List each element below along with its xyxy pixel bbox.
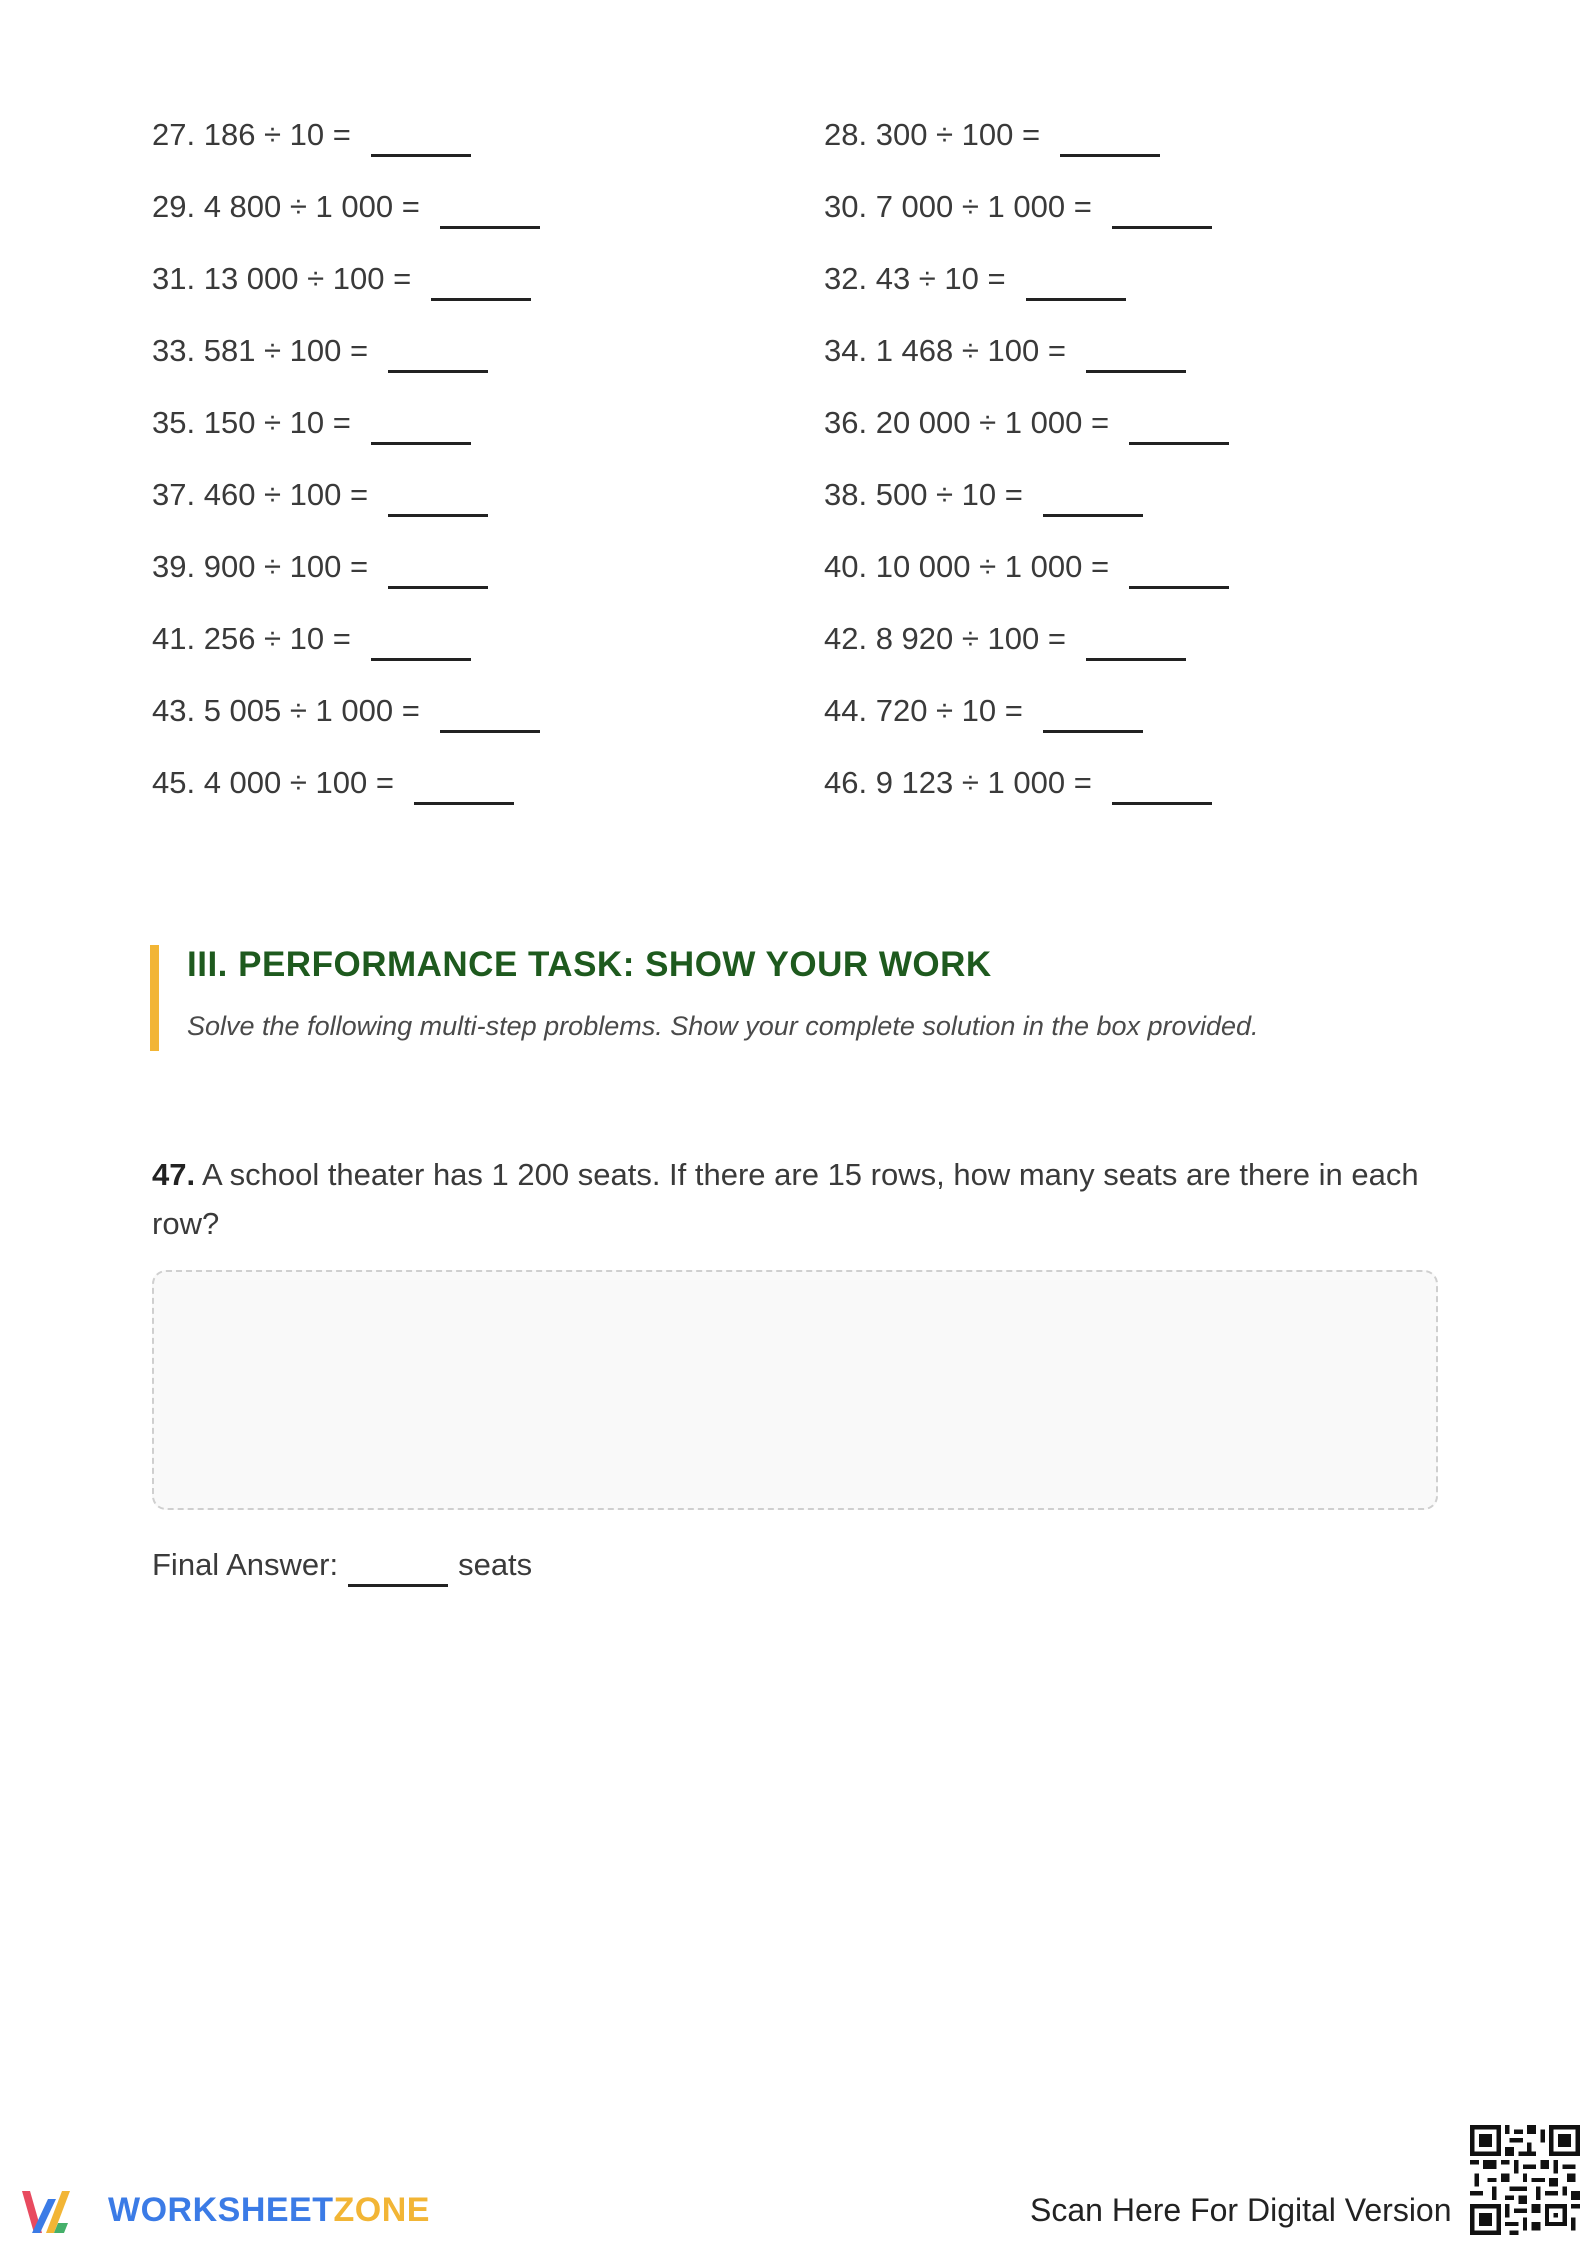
answer-blank[interactable] — [431, 258, 531, 301]
answer-blank[interactable] — [1060, 114, 1160, 157]
problem-46: 46. 9 123 ÷ 1 000 = — [824, 753, 1212, 813]
problem-45: 45. 4 000 ÷ 100 = — [152, 753, 514, 813]
answer-blank[interactable] — [1026, 258, 1126, 301]
problem-39: 39. 900 ÷ 100 = — [152, 537, 488, 597]
problem-31: 31. 13 000 ÷ 100 = — [152, 249, 531, 309]
problem-row — [152, 177, 1452, 249]
problem-row — [152, 465, 1452, 537]
answer-blank[interactable] — [1086, 330, 1186, 373]
scan-text: Scan Here For Digital Version — [1030, 2192, 1452, 2228]
answer-blank[interactable] — [414, 762, 514, 805]
answer-blank[interactable] — [371, 114, 471, 157]
brand-name: WORKSHEETZONE — [108, 2191, 430, 2229]
problem-row — [152, 609, 1452, 681]
worksheetzone-logo-icon — [18, 2183, 98, 2239]
answer-blank[interactable] — [440, 186, 540, 229]
problem-row — [152, 321, 1452, 393]
answer-blank[interactable] — [388, 474, 488, 517]
problem-33: 33. 581 ÷ 100 = — [152, 321, 488, 381]
answer-blank[interactable] — [388, 330, 488, 373]
problem-row — [152, 393, 1452, 465]
problem-row — [152, 753, 1452, 825]
answer-blank[interactable] — [1112, 762, 1212, 805]
answer-blank[interactable] — [388, 546, 488, 589]
answer-blank[interactable] — [1112, 186, 1212, 229]
section-title: III. PERFORMANCE TASK: SHOW YOUR WORK — [187, 945, 992, 984]
question-number: 47. — [152, 1157, 196, 1192]
solution-box[interactable] — [152, 1270, 1438, 1510]
problem-41: 41. 256 ÷ 10 = — [152, 609, 471, 669]
answer-blank[interactable] — [1129, 546, 1229, 589]
problem-row — [152, 105, 1452, 177]
final-answer-blank[interactable] — [348, 1544, 448, 1587]
question-47 — [152, 1150, 1442, 1248]
problem-row — [152, 249, 1452, 321]
problem-29: 29. 4 800 ÷ 1 000 = — [152, 177, 540, 237]
section-header — [150, 945, 1459, 1051]
section-instructions: Solve the following multi-step problems. Show your complete solution in the box provided. — [187, 1011, 1259, 1041]
problem-42: 42. 8 920 ÷ 100 = — [824, 609, 1186, 669]
answer-blank[interactable] — [371, 618, 471, 661]
problem-28: 28. 300 ÷ 100 = — [824, 105, 1160, 165]
answer-blank[interactable] — [1043, 690, 1143, 733]
answer-blank[interactable] — [1043, 474, 1143, 517]
final-answer-label: Final Answer: — [152, 1547, 339, 1582]
answer-blank[interactable] — [371, 402, 471, 445]
problem-27: 27. 186 ÷ 10 = — [152, 105, 471, 165]
problem-40: 40. 10 000 ÷ 1 000 = — [824, 537, 1229, 597]
final-answer — [152, 1540, 532, 1590]
qr-code-icon[interactable] — [1470, 2125, 1580, 2235]
problem-30: 30. 7 000 ÷ 1 000 = — [824, 177, 1212, 237]
problem-38: 38. 500 ÷ 10 = — [824, 465, 1143, 525]
problem-list — [152, 105, 1452, 825]
answer-blank[interactable] — [1129, 402, 1229, 445]
problem-32: 32. 43 ÷ 10 = — [824, 249, 1126, 309]
problem-36: 36. 20 000 ÷ 1 000 = — [824, 393, 1229, 453]
problem-row — [152, 681, 1452, 753]
problem-37: 37. 460 ÷ 100 = — [152, 465, 488, 525]
problem-43: 43. 5 005 ÷ 1 000 = — [152, 681, 540, 741]
problem-row — [152, 537, 1452, 609]
problem-34: 34. 1 468 ÷ 100 = — [824, 321, 1186, 381]
answer-blank[interactable] — [1086, 618, 1186, 661]
answer-blank[interactable] — [440, 690, 540, 733]
question-text: A school theater has 1 200 seats. If there are 15 rows, how many seats are there in each row? — [152, 1157, 1419, 1241]
problem-35: 35. 150 ÷ 10 = — [152, 393, 471, 453]
final-answer-unit: seats — [458, 1547, 533, 1582]
problem-44: 44. 720 ÷ 10 = — [824, 681, 1143, 741]
